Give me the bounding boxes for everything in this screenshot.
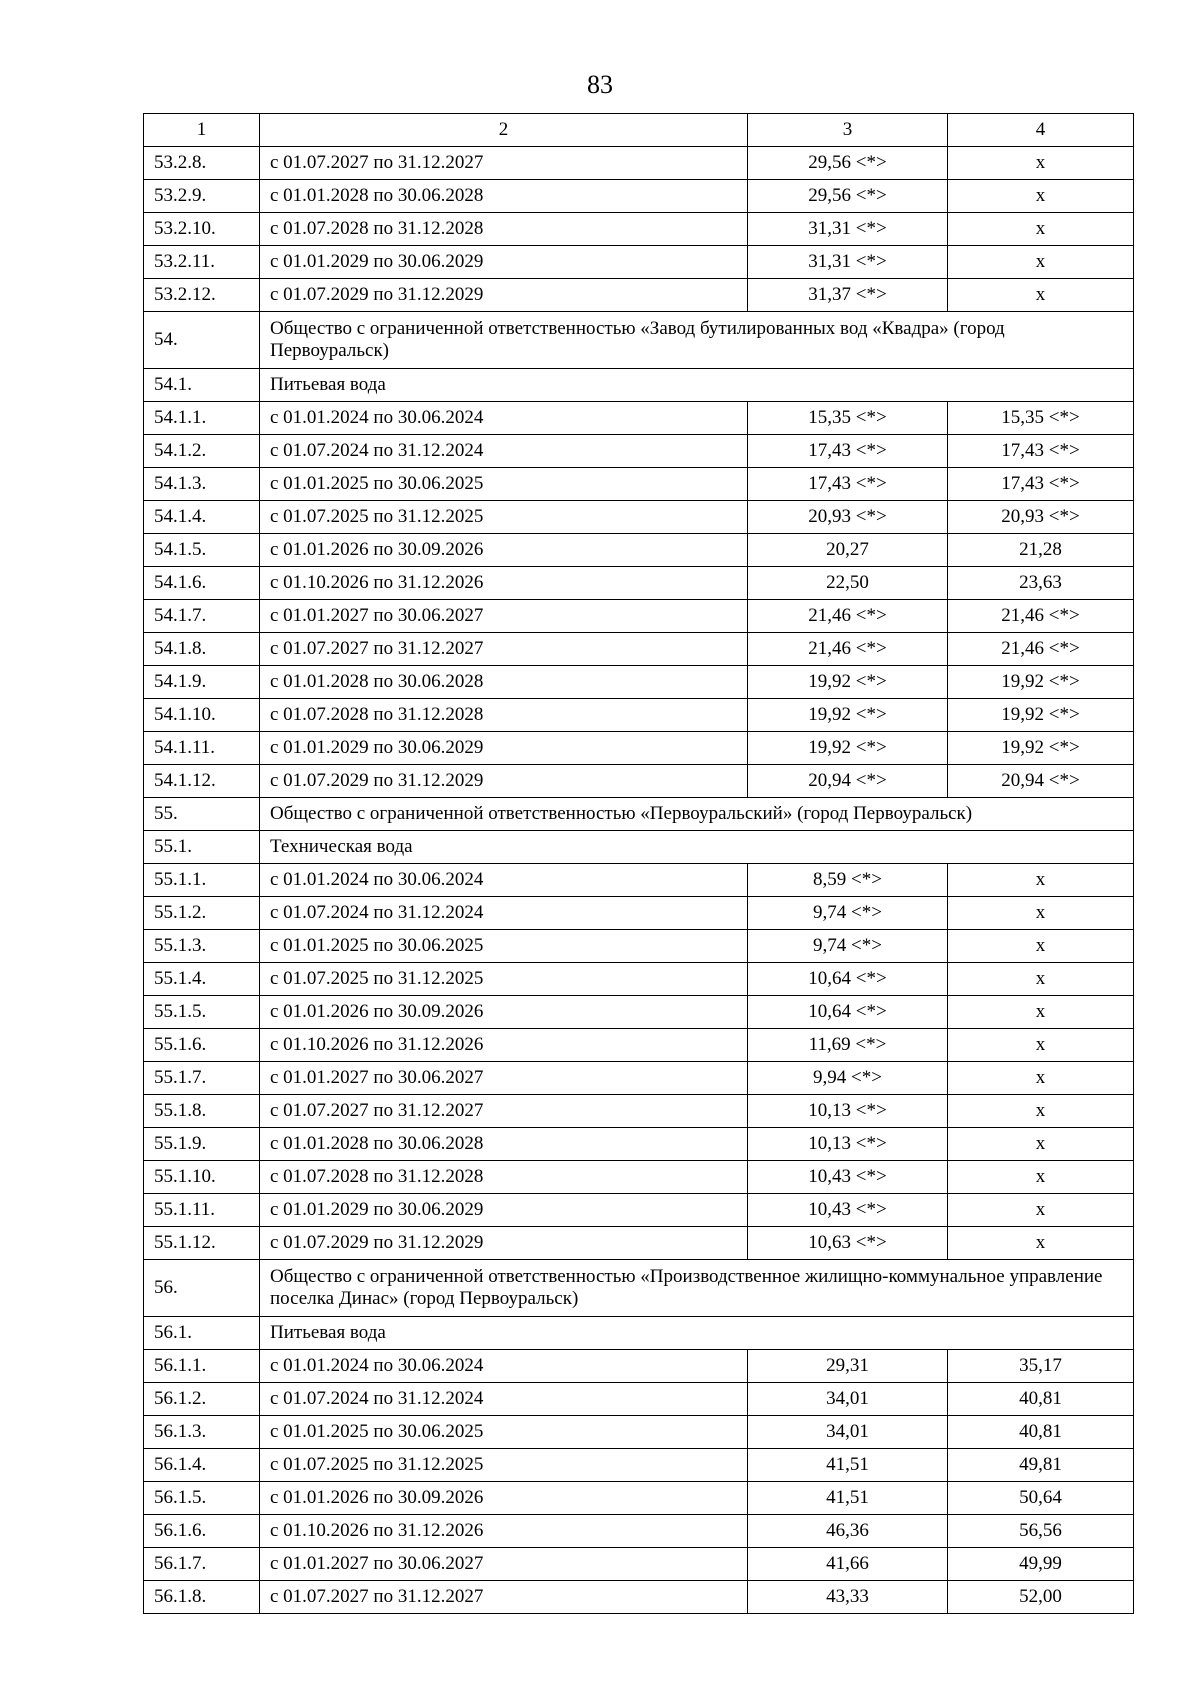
section-title-cell: Питьевая вода (260, 1317, 1134, 1350)
table-row (144, 963, 1134, 996)
value-col3-cell: 43,33 (748, 1581, 948, 1614)
value-col4-cell: х (948, 996, 1134, 1029)
value-col3-cell: 20,93 <*> (748, 501, 948, 534)
row-number-cell: 55.1. (144, 831, 260, 864)
value-col4-cell: х (948, 1227, 1134, 1260)
row-number-cell: 54.1.3. (144, 468, 260, 501)
table-row (144, 1416, 1134, 1449)
row-number-cell: 56.1. (144, 1317, 260, 1350)
table-row (144, 732, 1134, 765)
row-number-cell: 54.1.6. (144, 567, 260, 600)
period-cell: с 01.07.2028 по 31.12.2028 (260, 699, 748, 732)
value-col4-cell: х (948, 180, 1134, 213)
table-row (144, 666, 1134, 699)
value-col4-cell: 17,43 <*> (948, 435, 1134, 468)
row-number-cell: 53.2.9. (144, 180, 260, 213)
period-cell: с 01.01.2028 по 30.06.2028 (260, 666, 748, 699)
value-col3-cell: 41,51 (748, 1482, 948, 1515)
table-row (144, 699, 1134, 732)
period-cell: с 01.01.2027 по 30.06.2027 (260, 600, 748, 633)
value-col3-cell: 31,31 <*> (748, 213, 948, 246)
row-number-cell: 55.1.7. (144, 1062, 260, 1095)
row-number-cell: 53.2.8. (144, 147, 260, 180)
period-cell: с 01.01.2025 по 30.06.2025 (260, 930, 748, 963)
row-number-cell: 55. (144, 798, 260, 831)
table-header-row (144, 114, 1134, 147)
value-col4-cell: х (948, 246, 1134, 279)
row-number-cell: 56.1.6. (144, 1515, 260, 1548)
value-col3-cell: 41,66 (748, 1548, 948, 1581)
period-cell: с 01.07.2027 по 31.12.2027 (260, 633, 748, 666)
row-number-cell: 54.1.4. (144, 501, 260, 534)
row-number-cell: 56.1.1. (144, 1350, 260, 1383)
value-col3-cell: 9,74 <*> (748, 897, 948, 930)
value-col4-cell: 40,81 (948, 1416, 1134, 1449)
value-col3-cell: 17,43 <*> (748, 468, 948, 501)
row-number-cell: 53.2.11. (144, 246, 260, 279)
value-col4-cell: х (948, 1029, 1134, 1062)
period-cell: с 01.07.2025 по 31.12.2025 (260, 1449, 748, 1482)
header-cell: 2 (260, 114, 748, 147)
period-cell: с 01.01.2028 по 30.06.2028 (260, 1128, 748, 1161)
period-cell: с 01.07.2025 по 31.12.2025 (260, 963, 748, 996)
section-title-cell: Общество с ограниченной ответственностью «Производственное жилищно-коммунальное управление поселка Динас» (город Первоуральск) (260, 1260, 1134, 1317)
section-row (144, 831, 1134, 864)
period-cell: с 01.10.2026 по 31.12.2026 (260, 567, 748, 600)
row-number-cell: 56.1.7. (144, 1548, 260, 1581)
value-col4-cell: 19,92 <*> (948, 666, 1134, 699)
value-col4-cell: 50,64 (948, 1482, 1134, 1515)
table-row (144, 501, 1134, 534)
table-row (144, 567, 1134, 600)
table-row (144, 1581, 1134, 1614)
row-number-cell: 56.1.5. (144, 1482, 260, 1515)
table-row (144, 600, 1134, 633)
row-number-cell: 55.1.10. (144, 1161, 260, 1194)
row-number-cell: 56.1.3. (144, 1416, 260, 1449)
table-row (144, 1194, 1134, 1227)
value-col3-cell: 9,94 <*> (748, 1062, 948, 1095)
value-col4-cell: 49,99 (948, 1548, 1134, 1581)
table-row (144, 1515, 1134, 1548)
value-col3-cell: 29,56 <*> (748, 180, 948, 213)
period-cell: с 01.07.2029 по 31.12.2029 (260, 279, 748, 312)
value-col4-cell: 20,94 <*> (948, 765, 1134, 798)
row-number-cell: 54.1.12. (144, 765, 260, 798)
period-cell: с 01.07.2028 по 31.12.2028 (260, 213, 748, 246)
period-cell: с 01.01.2025 по 30.06.2025 (260, 1416, 748, 1449)
section-row (144, 369, 1134, 402)
value-col3-cell: 41,51 (748, 1449, 948, 1482)
value-col4-cell: 17,43 <*> (948, 468, 1134, 501)
value-col4-cell: х (948, 1161, 1134, 1194)
value-col4-cell: 40,81 (948, 1383, 1134, 1416)
row-number-cell: 56.1.8. (144, 1581, 260, 1614)
table-row (144, 1227, 1134, 1260)
value-col4-cell: х (948, 930, 1134, 963)
tariff-table (143, 113, 1134, 1614)
value-col3-cell: 19,92 <*> (748, 699, 948, 732)
value-col3-cell: 17,43 <*> (748, 435, 948, 468)
row-number-cell: 54.1. (144, 369, 260, 402)
table-row (144, 1548, 1134, 1581)
value-col3-cell: 11,69 <*> (748, 1029, 948, 1062)
value-col3-cell: 19,92 <*> (748, 666, 948, 699)
section-title-cell: Общество с ограниченной ответственностью «Завод бутилированных вод «Квадра» (город Первоуральск) (260, 312, 1134, 369)
period-cell: с 01.01.2029 по 30.06.2029 (260, 1194, 748, 1227)
value-col4-cell: 23,63 (948, 567, 1134, 600)
section-title-cell: Питьевая вода (260, 369, 1134, 402)
period-cell: с 01.07.2027 по 31.12.2027 (260, 1095, 748, 1128)
value-col3-cell: 34,01 (748, 1383, 948, 1416)
value-col3-cell: 20,94 <*> (748, 765, 948, 798)
table-row (144, 468, 1134, 501)
table-row (144, 1095, 1134, 1128)
row-number-cell: 56. (144, 1260, 260, 1317)
value-col3-cell: 22,50 (748, 567, 948, 600)
value-col3-cell: 29,56 <*> (748, 147, 948, 180)
value-col3-cell: 15,35 <*> (748, 402, 948, 435)
row-number-cell: 56.1.2. (144, 1383, 260, 1416)
section-title-cell: Техническая вода (260, 831, 1134, 864)
table-row (144, 765, 1134, 798)
value-col4-cell: х (948, 897, 1134, 930)
period-cell: с 01.01.2028 по 30.06.2028 (260, 180, 748, 213)
value-col3-cell: 9,74 <*> (748, 930, 948, 963)
period-cell: с 01.01.2025 по 30.06.2025 (260, 468, 748, 501)
period-cell: с 01.07.2027 по 31.12.2027 (260, 1581, 748, 1614)
row-number-cell: 53.2.10. (144, 213, 260, 246)
row-number-cell: 55.1.3. (144, 930, 260, 963)
header-cell: 1 (144, 114, 260, 147)
value-col4-cell: 19,92 <*> (948, 699, 1134, 732)
period-cell: с 01.07.2024 по 31.12.2024 (260, 897, 748, 930)
period-cell: с 01.07.2025 по 31.12.2025 (260, 501, 748, 534)
table-row (144, 213, 1134, 246)
value-col3-cell: 34,01 (748, 1416, 948, 1449)
period-cell: с 01.10.2026 по 31.12.2026 (260, 1515, 748, 1548)
period-cell: с 01.01.2026 по 30.09.2026 (260, 996, 748, 1029)
table-row (144, 1449, 1134, 1482)
value-col3-cell: 29,31 (748, 1350, 948, 1383)
table-row (144, 534, 1134, 567)
table-row (144, 996, 1134, 1029)
value-col3-cell: 10,43 <*> (748, 1161, 948, 1194)
value-col4-cell: х (948, 1194, 1134, 1227)
value-col4-cell: 49,81 (948, 1449, 1134, 1482)
value-col4-cell: 52,00 (948, 1581, 1134, 1614)
period-cell: с 01.01.2027 по 30.06.2027 (260, 1548, 748, 1581)
table-row (144, 1128, 1134, 1161)
row-number-cell: 55.1.2. (144, 897, 260, 930)
table-row (144, 402, 1134, 435)
section-title-cell: Общество с ограниченной ответственностью «Первоуральский» (город Первоуральск) (260, 798, 1134, 831)
row-number-cell: 55.1.11. (144, 1194, 260, 1227)
table-row (144, 864, 1134, 897)
value-col4-cell: х (948, 963, 1134, 996)
table-row (144, 1383, 1134, 1416)
section-row (144, 798, 1134, 831)
value-col3-cell: 31,37 <*> (748, 279, 948, 312)
table-row (144, 246, 1134, 279)
table-row (144, 279, 1134, 312)
period-cell: с 01.01.2026 по 30.09.2026 (260, 534, 748, 567)
value-col4-cell: 56,56 (948, 1515, 1134, 1548)
value-col4-cell: 15,35 <*> (948, 402, 1134, 435)
row-number-cell: 55.1.12. (144, 1227, 260, 1260)
row-number-cell: 54. (144, 312, 260, 369)
page-number: 83 (587, 70, 613, 99)
value-col4-cell: 35,17 (948, 1350, 1134, 1383)
row-number-cell: 55.1.1. (144, 864, 260, 897)
table-row (144, 1029, 1134, 1062)
period-cell: с 01.07.2027 по 31.12.2027 (260, 147, 748, 180)
row-number-cell: 54.1.7. (144, 600, 260, 633)
period-cell: с 01.07.2029 по 31.12.2029 (260, 1227, 748, 1260)
row-number-cell: 55.1.8. (144, 1095, 260, 1128)
header-cell: 4 (948, 114, 1134, 147)
value-col3-cell: 10,43 <*> (748, 1194, 948, 1227)
value-col4-cell: х (948, 279, 1134, 312)
row-number-cell: 54.1.11. (144, 732, 260, 765)
value-col3-cell: 19,92 <*> (748, 732, 948, 765)
row-number-cell: 55.1.4. (144, 963, 260, 996)
table-row (144, 1062, 1134, 1095)
value-col3-cell: 10,13 <*> (748, 1128, 948, 1161)
row-number-cell: 55.1.5. (144, 996, 260, 1029)
value-col4-cell: 20,93 <*> (948, 501, 1134, 534)
value-col4-cell: 21,46 <*> (948, 600, 1134, 633)
period-cell: с 01.01.2029 по 30.06.2029 (260, 732, 748, 765)
period-cell: с 01.10.2026 по 31.12.2026 (260, 1029, 748, 1062)
header-cell: 3 (748, 114, 948, 147)
value-col4-cell: 21,28 (948, 534, 1134, 567)
period-cell: с 01.01.2026 по 30.09.2026 (260, 1482, 748, 1515)
table-row (144, 1350, 1134, 1383)
table-row (144, 1161, 1134, 1194)
row-number-cell: 55.1.6. (144, 1029, 260, 1062)
period-cell: с 01.07.2028 по 31.12.2028 (260, 1161, 748, 1194)
value-col3-cell: 10,63 <*> (748, 1227, 948, 1260)
value-col3-cell: 31,31 <*> (748, 246, 948, 279)
period-cell: с 01.07.2024 по 31.12.2024 (260, 1383, 748, 1416)
period-cell: с 01.07.2029 по 31.12.2029 (260, 765, 748, 798)
value-col4-cell: х (948, 1095, 1134, 1128)
table-row (144, 930, 1134, 963)
row-number-cell: 54.1.2. (144, 435, 260, 468)
section-row (144, 1317, 1134, 1350)
period-cell: с 01.01.2024 по 30.06.2024 (260, 1350, 748, 1383)
value-col3-cell: 20,27 (748, 534, 948, 567)
period-cell: с 01.01.2024 по 30.06.2024 (260, 402, 748, 435)
value-col4-cell: х (948, 1128, 1134, 1161)
row-number-cell: 56.1.4. (144, 1449, 260, 1482)
period-cell: с 01.01.2024 по 30.06.2024 (260, 864, 748, 897)
row-number-cell: 55.1.9. (144, 1128, 260, 1161)
section-row (144, 1260, 1134, 1317)
value-col4-cell: 21,46 <*> (948, 633, 1134, 666)
table-row (144, 633, 1134, 666)
value-col3-cell: 10,13 <*> (748, 1095, 948, 1128)
row-number-cell: 54.1.10. (144, 699, 260, 732)
table-row (144, 1482, 1134, 1515)
value-col3-cell: 10,64 <*> (748, 996, 948, 1029)
row-number-cell: 53.2.12. (144, 279, 260, 312)
table-row (144, 435, 1134, 468)
period-cell: с 01.01.2029 по 30.06.2029 (260, 246, 748, 279)
value-col3-cell: 46,36 (748, 1515, 948, 1548)
row-number-cell: 54.1.8. (144, 633, 260, 666)
value-col3-cell: 21,46 <*> (748, 633, 948, 666)
period-cell: с 01.07.2024 по 31.12.2024 (260, 435, 748, 468)
value-col3-cell: 21,46 <*> (748, 600, 948, 633)
value-col3-cell: 8,59 <*> (748, 864, 948, 897)
value-col4-cell: х (948, 147, 1134, 180)
value-col3-cell: 10,64 <*> (748, 963, 948, 996)
value-col4-cell: х (948, 1062, 1134, 1095)
table-row (144, 147, 1134, 180)
row-number-cell: 54.1.9. (144, 666, 260, 699)
value-col4-cell: х (948, 213, 1134, 246)
value-col4-cell: х (948, 864, 1134, 897)
period-cell: с 01.01.2027 по 30.06.2027 (260, 1062, 748, 1095)
value-col4-cell: 19,92 <*> (948, 732, 1134, 765)
table-row (144, 180, 1134, 213)
table-row (144, 897, 1134, 930)
row-number-cell: 54.1.1. (144, 402, 260, 435)
row-number-cell: 54.1.5. (144, 534, 260, 567)
section-row (144, 312, 1134, 369)
